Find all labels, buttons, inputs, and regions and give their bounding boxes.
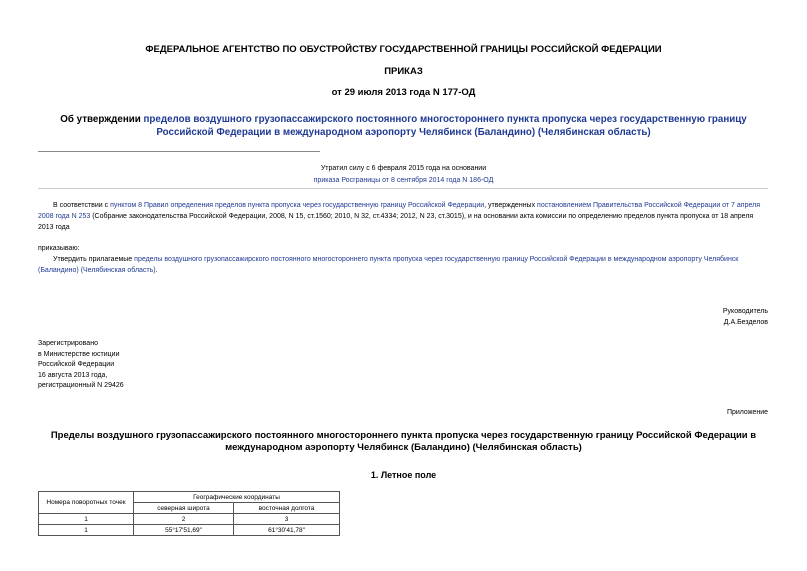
signature-position: Руководитель <box>722 308 768 315</box>
limits-link[interactable]: пределы воздушного грузопассажирского постоянного многостороннего пункта пропуска через государственную границу Российской Федерации в международном аэропорту Челябинск (Баландино) (Челябинская область) <box>38 256 739 274</box>
section-heading: 1. Летное поле <box>370 470 437 480</box>
order-title <box>40 113 767 139</box>
appendix-label: Приложение <box>726 409 768 416</box>
table-row <box>39 514 340 525</box>
text: В соответствии с <box>53 202 111 209</box>
table-cell: 3 <box>234 514 340 525</box>
coordinates-table <box>38 491 340 536</box>
text: . <box>155 267 158 274</box>
table-cell: 61°30'41,78" <box>234 525 340 536</box>
table-row <box>39 525 340 536</box>
divider <box>38 188 768 189</box>
preamble-paragraph <box>38 200 768 233</box>
signature-name: Д.А.Безделов <box>723 319 768 326</box>
rules-link[interactable]: пунктом 8 Правил определения пределов пункта пропуска через государственную границу Российской Федерации <box>110 202 485 209</box>
order-title-link[interactable]: пределов воздушного грузопассажирского постоянного многостороннего пункта пропуска через государственную границу Российской Федерации в международном аэропорту Челябинск (Баландино) (Челябинская область) <box>143 114 747 138</box>
text: (Собрание законодательства Российской Федерации, 2008, N 15, ст.1560; 2010, N 32, ст.4334; 2012, N 23, ст.3015), и на основании акта комиссии по определению пределов пункта пропуска от 18 апреля 2013 года <box>38 213 754 231</box>
registration-block <box>38 339 124 392</box>
table-header-cell: восточная долгота <box>234 503 340 514</box>
appendix-title: Пределы воздушного грузопассажирского постоянного многостороннего пункта пропуска через государственную границу Российской Федерации в международном аэропорту Челябинск (Баландино) (Челябинская область) <box>50 430 757 453</box>
registration-line: Зарегистрировано <box>38 340 98 347</box>
text: , утвержденных <box>484 202 538 209</box>
registration-line: 16 августа 2013 года, <box>38 371 108 379</box>
registration-line: Российской Федерации <box>38 361 115 368</box>
registration-line: в Министерстве юстиции <box>38 350 120 358</box>
approve-paragraph <box>38 254 768 276</box>
order-verb: приказываю: <box>38 245 80 252</box>
table-cell: 55°17'51,69" <box>134 525 234 536</box>
signature-block <box>723 306 768 328</box>
table-cell: 1 <box>39 514 134 525</box>
status-note-link[interactable]: приказа Росграницы от 8 сентября 2014 года N 186-ОД <box>313 177 494 184</box>
status-note <box>250 163 557 187</box>
status-note-text: Утратил силу с 6 февраля 2015 года на основании <box>320 165 487 172</box>
doc-date-number: от 29 июля 2013 года N 177-ОД <box>331 87 476 98</box>
text: Утвердить прилагаемые <box>53 256 135 263</box>
table-cell: 2 <box>134 514 234 525</box>
table-header-cell: северная широта <box>134 503 234 514</box>
registration-line: регистрационный N 29426 <box>38 382 124 389</box>
table-header-cell: Номера поворотных точек <box>39 492 134 514</box>
table-cell: 1 <box>39 525 134 536</box>
table-row <box>39 492 340 503</box>
resolution-link[interactable]: постановлением Правительства Российской Федерации от 7 апреля 2008 года N 253 <box>38 202 761 220</box>
agency-heading: ФЕДЕРАЛЬНОЕ АГЕНТСТВО ПО ОБУСТРОЙСТВУ ГОСУДАРСТВЕННОЙ ГРАНИЦЫ РОССИЙСКОЙ ФЕДЕРАЦИИ <box>145 44 662 55</box>
order-title-prefix: Об утверждении <box>60 114 144 125</box>
divider <box>38 151 320 152</box>
doc-type-heading: ПРИКАЗ <box>384 66 423 77</box>
table-header-cell: Географические координаты <box>134 492 340 503</box>
